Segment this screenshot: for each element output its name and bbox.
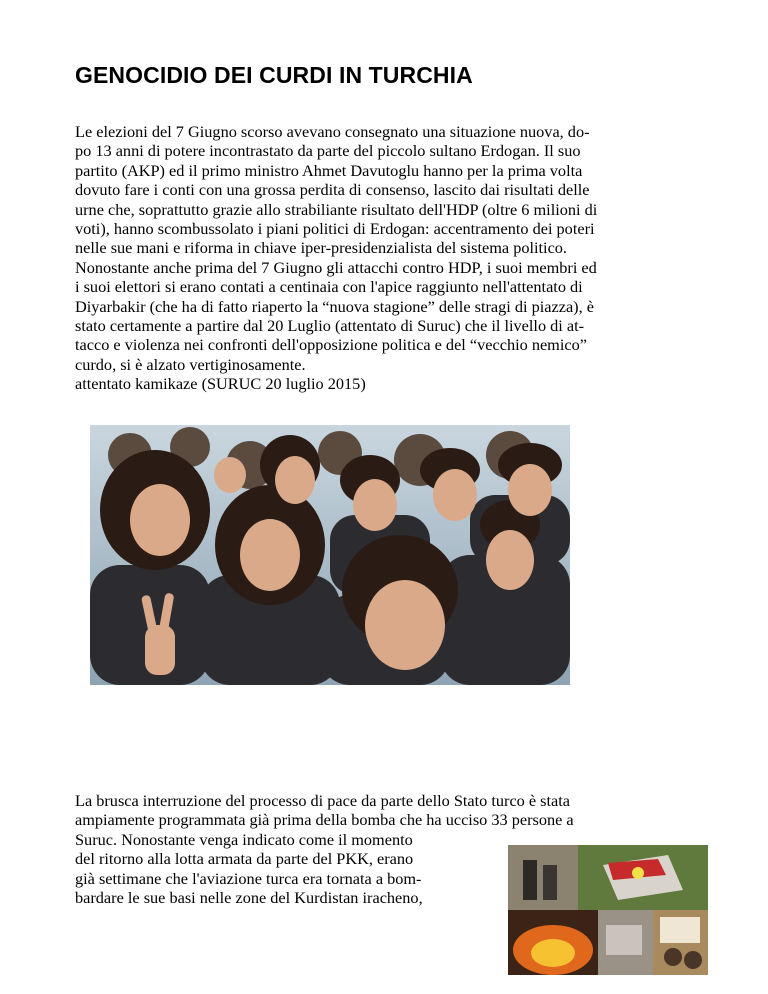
protest-collage-photo	[508, 845, 708, 975]
text-line: curdo, si è alzato vertiginosamente.	[75, 354, 306, 374]
text-line: Le elezioni del 7 Giugno scorso avevano consegnato una situazione nuova, do-	[75, 122, 590, 141]
text-line: urne che, soprattutto grazie allo strabiliante risultato dell'HDP (oltre 6 milioni di	[75, 199, 598, 219]
photo-caption: attentato kamikaze (SURUC 20 luglio 2015)	[75, 374, 366, 394]
text-line: partito (AKP) ed il primo ministro Ahmet Davutoglu hanno per la prima volta	[75, 160, 583, 180]
text-line: dovuto fare i conti con una grossa perdita di consenso, lascito dai risultati delle	[75, 180, 590, 200]
page-title: GENOCIDIO DEI CURDI IN TURCHIA	[75, 62, 473, 88]
text-line: ampiamente programmata già prima della bomba che ha ucciso 33 persone a	[75, 810, 574, 830]
text-line: Diyarbakir (che ha di fatto riaperto la “nuova stagione” delle stragi di piazza), è	[75, 296, 594, 316]
group-selfie-photo	[90, 425, 570, 685]
text-line: stato certamente a partire dal 20 Luglio (attentato di Suruc) che il livello di at-	[75, 316, 585, 336]
text-line: i suoi elettori si erano contati a centinaia con l'apice raggiunto nell'attentato di	[75, 277, 583, 297]
text-line: del ritorno alla lotta armata da parte del PKK, erano	[75, 849, 414, 869]
text-line: nelle sue mani e riforma in chiave iper-presidenzialista del sistema politico.	[75, 238, 568, 258]
text-line: bardare le sue basi nelle zone del Kurdistan iracheno,	[75, 888, 423, 908]
text-line: La brusca interruzione del processo di pace da parte dello Stato turco è stata	[75, 791, 571, 810]
text-line: Suruc. Nonostante venga indicato come il momento	[75, 829, 413, 849]
text-line: po 13 anni di potere incontrastato da parte del piccolo sultano Erdogan. Il suo	[75, 141, 581, 161]
text-line: Nonostante anche prima del 7 Giugno gli attacchi contro HDP, i suoi membri ed	[75, 257, 597, 277]
paragraph-intro	[75, 122, 715, 394]
text-line: già settimane che l'aviazione turca era tornata a bom-	[75, 868, 422, 888]
text-line: tacco e violenza nei confronti dell'opposizione politica e del “vecchio nemico”	[75, 335, 587, 355]
text-line: voti), hanno scombussolato i piani politici di Erdogan: accentramento dei poteri	[75, 219, 595, 239]
